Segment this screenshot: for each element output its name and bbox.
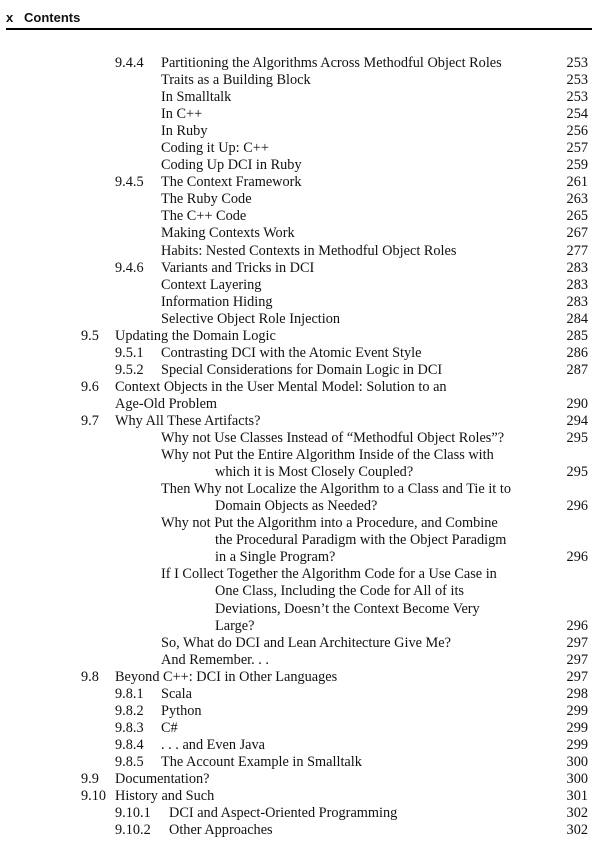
toc-entry: [0, 191, 600, 208]
entry-title: Coding it Up: C++: [161, 140, 269, 157]
page-number: 297: [566, 634, 588, 651]
toc-entry: [0, 379, 600, 396]
page-number: 297: [566, 651, 588, 668]
toc-entry: [0, 294, 600, 311]
entry-title: Other Approaches: [169, 822, 273, 839]
entry-title: Python: [161, 702, 202, 719]
page-number: 253: [566, 89, 588, 106]
entry-title: Contrasting DCI with the Atomic Event Style: [161, 344, 422, 361]
page-number: 263: [566, 191, 588, 208]
running-title: Contents: [24, 10, 81, 25]
entry-title: The Context Framework: [161, 174, 302, 191]
toc-entry: [0, 123, 600, 140]
page-number: 294: [566, 412, 588, 429]
entry-title: Selective Object Role Injection: [161, 310, 341, 327]
entry-title: Why not Use Classes Instead of “Methodful Object Roles”?: [161, 430, 505, 447]
toc-entry: [0, 72, 600, 89]
page-number: 297: [566, 668, 588, 685]
toc-entry: [0, 652, 600, 669]
entry-title: History and Such: [115, 788, 215, 805]
section-number: 9.10: [81, 788, 107, 805]
toc-entry: [0, 566, 600, 583]
page-number: 253: [566, 55, 588, 71]
section-number: 9.9: [81, 770, 99, 787]
entry-title: Coding Up DCI in Ruby: [161, 157, 302, 174]
toc-entry: [0, 549, 600, 566]
toc-entry: [0, 447, 600, 464]
page-number: 300: [566, 753, 588, 770]
section-number: 9.5: [81, 327, 99, 344]
section-number: 9.4.4: [115, 55, 144, 71]
section-number: 9.6: [81, 378, 99, 395]
toc-entry: [0, 225, 600, 242]
page-number: 302: [566, 805, 588, 822]
section-number: 9.8: [81, 668, 99, 685]
toc-entry: [0, 106, 600, 123]
page-number: 277: [566, 242, 588, 259]
entry-title: . . . and Even Java: [161, 736, 266, 753]
entry-title: And Remember. . .: [161, 651, 270, 668]
entry-title: Context Layering: [161, 276, 262, 293]
page-number: 285: [566, 327, 588, 344]
toc-entry: [0, 601, 600, 618]
page-number: 302: [566, 822, 588, 839]
toc-entry: [0, 277, 600, 294]
toc-entry: [0, 396, 600, 413]
entry-title: Deviations, Doesn’t the Context Become Very: [215, 600, 480, 617]
entry-title: Habits: Nested Contexts in Methodful Object Roles: [161, 242, 457, 259]
page-number: 261: [566, 174, 588, 191]
page-number: 286: [566, 344, 588, 361]
page-header: [6, 4, 592, 28]
section-number: 9.10.2: [115, 822, 151, 839]
entry-title: Making Contexts Work: [161, 225, 295, 242]
entry-title: DCI and Aspect-Oriented Programming: [169, 805, 398, 822]
toc-entry: [0, 754, 600, 771]
page-number: 298: [566, 685, 588, 702]
page-number: 299: [566, 702, 588, 719]
toc-entry: [0, 737, 600, 754]
entry-title: One Class, Including the Code for All of its: [215, 583, 464, 600]
entry-title: Variants and Tricks in DCI: [161, 259, 315, 276]
toc-entry: [0, 788, 600, 805]
page-number: 299: [566, 736, 588, 753]
entry-title: Scala: [161, 685, 192, 702]
page-number: x: [6, 10, 14, 25]
toc-entry: [0, 498, 600, 515]
section-number: 9.7: [81, 412, 99, 429]
entry-title: which it is Most Closely Coupled?: [215, 464, 414, 481]
entry-title: Then Why not Localize the Algorithm to a Class and Tie it to: [161, 481, 511, 498]
entry-title: Why All These Artifacts?: [115, 412, 261, 429]
toc-entry: [0, 771, 600, 788]
page-number: 253: [566, 72, 588, 89]
page-number: 283: [566, 276, 588, 293]
toc-entry: [0, 413, 600, 430]
page-number: 265: [566, 208, 588, 225]
toc-entry: [0, 208, 600, 225]
entry-title: Why not Put the Algorithm into a Procedure, and Combine: [161, 515, 498, 532]
entry-title: The Ruby Code: [161, 191, 252, 208]
toc-entry: [0, 89, 600, 106]
section-number: 9.8.3: [115, 719, 144, 736]
page-number: 284: [566, 310, 588, 327]
toc-entry: [0, 345, 600, 362]
page-number: 287: [566, 361, 588, 378]
entry-title: So, What do DCI and Lean Architecture Give Me?: [161, 634, 451, 651]
section-number: 9.5.2: [115, 361, 144, 378]
page-number: 256: [566, 123, 588, 140]
toc-entry: [0, 311, 600, 328]
entry-title: Partitioning the Algorithms Across Methodful Object Roles: [161, 55, 502, 71]
entry-title: Special Considerations for Domain Logic in DCI: [161, 361, 443, 378]
entry-title: Documentation?: [115, 770, 210, 787]
page-number: 299: [566, 719, 588, 736]
toc-entry: [0, 515, 600, 532]
entry-title: Domain Objects as Needed?: [215, 498, 378, 515]
toc-entry: [0, 618, 600, 635]
page-number: 296: [566, 498, 588, 515]
toc-entry: [0, 464, 600, 481]
entry-title: If I Collect Together the Algorithm Code for a Use Case in: [161, 566, 497, 583]
toc-entry: [0, 430, 600, 447]
page-number: 259: [566, 157, 588, 174]
page-number: 267: [566, 225, 588, 242]
entry-title: Large?: [215, 617, 255, 634]
page-number: 300: [566, 770, 588, 787]
page-number: 290: [566, 395, 588, 412]
page-number: 296: [566, 617, 588, 634]
toc-entry: [0, 720, 600, 737]
entry-title: In Smalltalk: [161, 89, 232, 106]
toc-entry: [0, 635, 600, 652]
toc-entry: [0, 174, 600, 191]
entry-title: In C++: [161, 106, 203, 123]
section-number: 9.10.1: [115, 805, 151, 822]
page-number: 301: [566, 788, 588, 805]
page-number: 283: [566, 293, 588, 310]
entry-title: Context Objects in the User Mental Model: Solution to an: [115, 378, 447, 395]
entry-title: Why not Put the Entire Algorithm Inside of the Class with: [161, 447, 494, 464]
section-number: 9.8.4: [115, 736, 144, 753]
header-rule: [6, 28, 592, 30]
entry-title: in a Single Program?: [215, 549, 336, 566]
toc-entry: [0, 362, 600, 379]
page-number: 295: [566, 430, 588, 447]
toc-entry: [0, 140, 600, 157]
toc-entry: [0, 243, 600, 260]
entry-title: Information Hiding: [161, 293, 273, 310]
table-of-contents: [0, 55, 600, 839]
entry-title: In Ruby: [161, 123, 208, 140]
toc-entry: [0, 157, 600, 174]
toc-entry: [0, 532, 600, 549]
page-number: 254: [566, 106, 588, 123]
entry-title: The Account Example in Smalltalk: [161, 753, 362, 770]
section-number: 9.4.6: [115, 259, 144, 276]
toc-entry: [0, 55, 600, 72]
section-number: 9.5.1: [115, 344, 144, 361]
toc-entry: [0, 669, 600, 686]
section-number: 9.8.2: [115, 702, 144, 719]
entry-title: Age-Old Problem: [115, 395, 218, 412]
toc-entry: [0, 686, 600, 703]
entry-title: Updating the Domain Logic: [115, 327, 276, 344]
toc-entry: [0, 703, 600, 720]
page-number: 296: [566, 549, 588, 566]
toc-entry: [0, 583, 600, 600]
section-number: 9.4.5: [115, 174, 144, 191]
page-number: 283: [566, 259, 588, 276]
entry-title: The C++ Code: [161, 208, 247, 225]
toc-entry: [0, 805, 600, 822]
page-number: 295: [566, 464, 588, 481]
section-number: 9.8.1: [115, 685, 144, 702]
toc-entry: [0, 822, 600, 839]
toc-entry: [0, 328, 600, 345]
toc-entry: [0, 481, 600, 498]
toc-entry: [0, 260, 600, 277]
entry-title: Beyond C++: DCI in Other Languages: [115, 668, 338, 685]
section-number: 9.8.5: [115, 753, 144, 770]
entry-title: the Procedural Paradigm with the Object Paradigm: [215, 532, 507, 549]
page-number: 257: [566, 140, 588, 157]
entry-title: C#: [161, 719, 178, 736]
entry-title: Traits as a Building Block: [161, 72, 311, 89]
